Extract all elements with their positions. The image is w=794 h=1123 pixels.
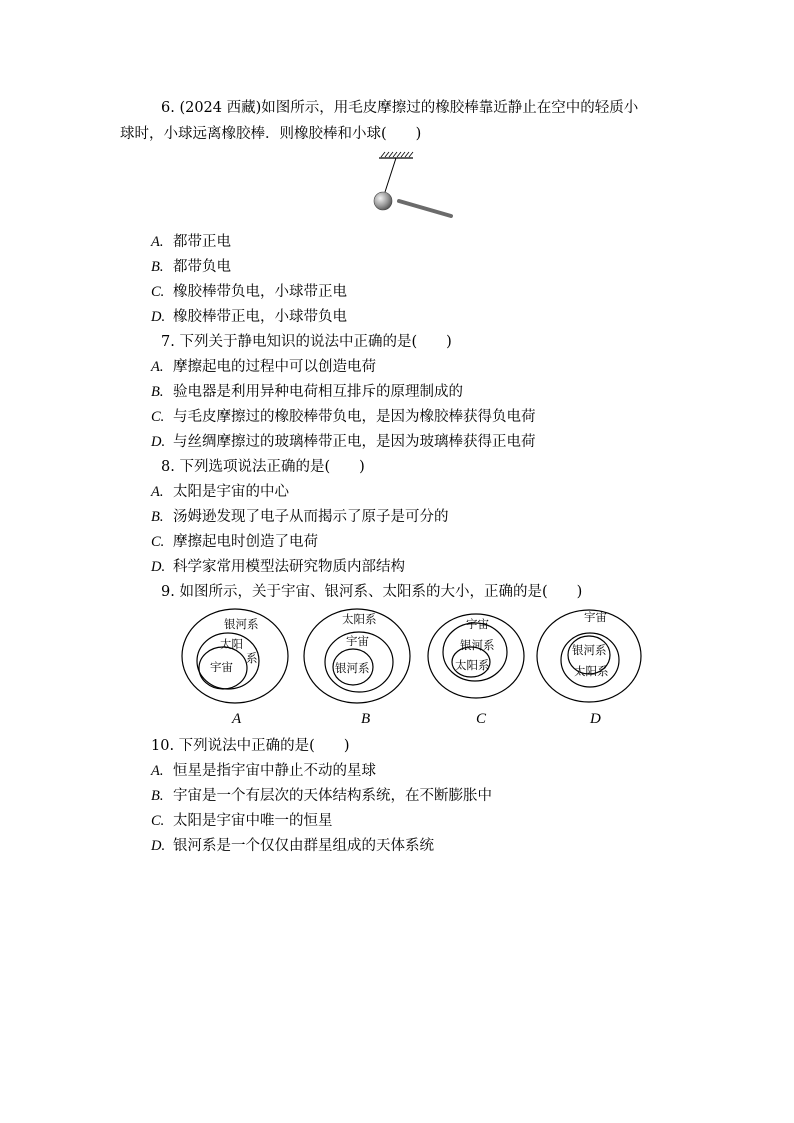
figure-b-outer-label: 太阳系: [342, 612, 377, 626]
q7-stem: 7. 下列关于静电知识的说法中正确的是( ): [161, 334, 452, 350]
figure-a[interactable]: [182, 609, 288, 703]
figure-c-middle-circle: [443, 623, 507, 681]
pendulum-figure: [365, 150, 460, 222]
figure-c-inner-label: 太阳系: [455, 658, 490, 672]
q8-option-a[interactable]: A. 太阳是宇宙的中心: [151, 484, 289, 500]
q6-option-c[interactable]: C. 橡胶棒带负电，小球带正电: [151, 284, 347, 300]
q8-stem: 8. 下列选项说法正确的是( ): [161, 459, 365, 475]
q10-option-c[interactable]: C. 太阳是宇宙中唯一的恒星: [151, 813, 333, 829]
figure-b-caption: B: [361, 711, 371, 727]
figure-b-middle-label: 宇宙: [346, 634, 369, 648]
figure-c-middle-label: 银河系: [460, 638, 495, 652]
figure-c-outer-label: 宇宙: [466, 617, 489, 631]
q9-stem: 9. 如图所示，关于宇宙、银河系、太阳系的大小，正确的是( ): [161, 584, 583, 600]
q8-option-b[interactable]: B. 汤姆逊发现了电子从而揭示了原子是可分的: [151, 509, 449, 525]
figure-d-inner-label: 太阳系: [574, 664, 609, 678]
rubber-rod: [399, 201, 451, 216]
q10-option-b[interactable]: B. 宇宙是一个有层次的天体结构系统，在不断膨胀中: [151, 788, 492, 804]
figure-d[interactable]: [537, 610, 641, 702]
figure-a-outer-label: 银河系: [224, 617, 259, 631]
figure-a-middle-label-2: 系: [246, 651, 258, 665]
q6-option-d[interactable]: D. 橡胶棒带正电，小球带负电: [151, 309, 347, 325]
figure-b[interactable]: [304, 609, 410, 703]
q10-option-a[interactable]: A. 恒星是指宇宙中静止不动的星球: [151, 763, 376, 779]
q7-option-b[interactable]: B. 验电器是利用异种电荷相互排斥的原理制成的: [151, 384, 463, 400]
small-ball: [374, 192, 392, 210]
ceiling-support: [379, 152, 413, 158]
figure-c-caption: C: [476, 711, 487, 727]
figure-b-inner-label: 银河系: [335, 661, 370, 675]
q6-stem-line2: 球时，小球远离橡胶棒．则橡胶棒和小球( ): [120, 126, 422, 142]
figure-d-caption: D: [590, 711, 601, 727]
q10-option-d[interactable]: D. 银河系是一个仅仅由群星组成的天体系统: [151, 838, 434, 854]
figure-a-caption: A: [232, 711, 242, 727]
figure-d-outer-label: 宇宙: [584, 610, 607, 624]
figure-d-middle-label: 银河系: [572, 643, 607, 657]
q8-option-d[interactable]: D. 科学家常用模型法研究物质内部结构: [151, 559, 405, 575]
figure-a-middle-label: 太阳: [220, 637, 243, 651]
q7-option-a[interactable]: A. 摩擦起电的过程中可以创造电荷: [151, 359, 376, 375]
string: [385, 158, 396, 192]
q6-option-a[interactable]: A. 都带正电: [151, 234, 231, 250]
figure-c[interactable]: [428, 614, 524, 698]
figure-d-middle-circle: [561, 633, 619, 687]
figure-a-inner-label: 宇宙: [210, 660, 233, 674]
q7-option-c[interactable]: C. 与毛皮摩擦过的橡胶棒带负电，是因为橡胶棒获得负电荷: [151, 409, 536, 425]
q6-stem-line1: 6. (2024 西藏)如图所示，用毛皮摩擦过的橡胶棒靠近静止在空中的轻质小: [161, 100, 639, 116]
q7-option-d[interactable]: D. 与丝绸摩擦过的玻璃棒带正电，是因为玻璃棒获得正电荷: [151, 434, 536, 450]
q10-stem: 10. 下列说法中正确的是( ): [151, 738, 350, 754]
q8-option-c[interactable]: C. 摩擦起电时创造了电荷: [151, 534, 318, 550]
q6-option-b[interactable]: B. 都带负电: [151, 259, 231, 275]
nested-circles-figure: [178, 605, 648, 707]
